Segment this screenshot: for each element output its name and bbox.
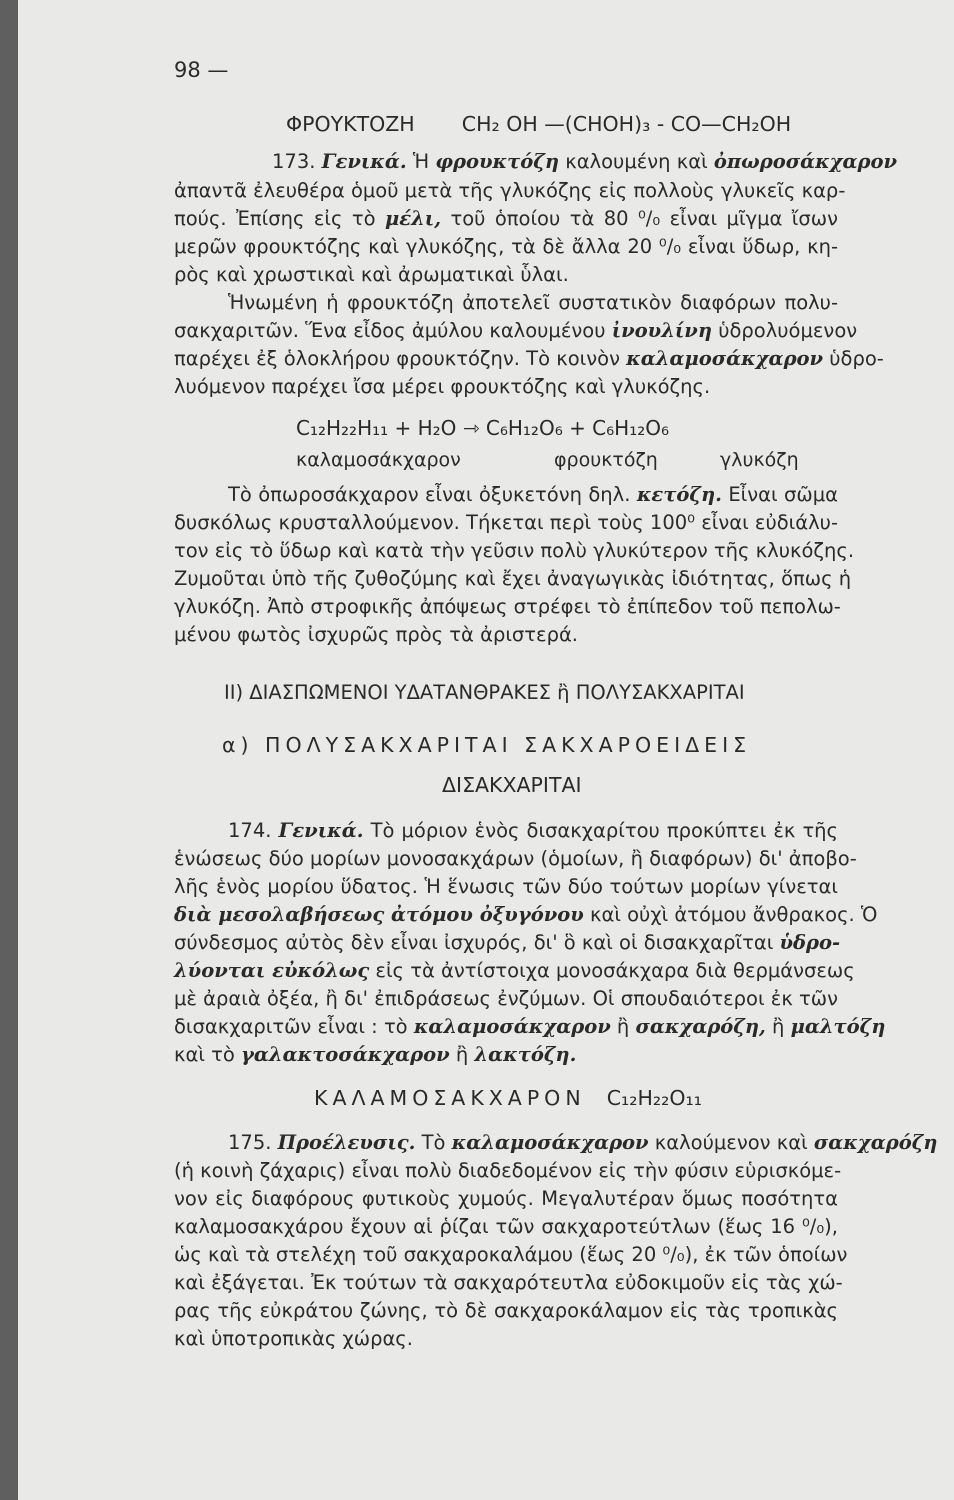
text-line: τον εἰς τὸ ὕδωρ καὶ κατὰ τὴν γεῦσιν πολὺ γλυκύτερον τῆς κλυκόζης. xyxy=(174,539,855,562)
italic-term: λύονται εὐκόλως xyxy=(174,959,370,982)
heading-formula: CH₂ OH —(CHOH)₃ - CO—CH₂OH xyxy=(461,112,792,136)
text-line: 174. Γενικά. Τὸ μόριον ἑνὸς δισακχαρίτου προκύπτει ἐκ τῆς xyxy=(228,819,838,842)
text-line: διὰ μεσολαβήσεως ἀτόμου ὀξυγόνου καὶ οὐχὶ ἀτόμου ἄνθρακος. Ὁ xyxy=(174,903,878,926)
italic-term: ὀπωροσάκχαρον xyxy=(713,150,898,173)
text-line: ρας τῆς εὐκράτου ζώνης, τὸ δὲ σακχαροκάλαμον εἰς τὰς τροπικὰς xyxy=(174,1299,838,1322)
label-sucrose: καλαμοσάκχαρον xyxy=(296,449,461,471)
text-line: σύνδεσμος αὐτὸς δὲν εἶναι ἰσχυρός, δι' ὃ καὶ οἱ δισακχαρῖται ὑδρο- xyxy=(174,931,841,954)
fructose-heading xyxy=(286,112,791,137)
italic-term: διὰ μεσολαβήσεως ἀτόμου ὀξυγόνου xyxy=(174,903,584,926)
text-line: καὶ ὑποτροπικὰς χώρας. xyxy=(174,1327,413,1350)
italic-term: γαλακτοσάκχαρον xyxy=(241,1043,450,1066)
text-line: Τὸ ὀπωροσάκχαρον εἶναι ὀξυκετόνη δηλ. κετόζη. Εἶναι σῶμα xyxy=(228,483,838,506)
text-line: ἀπαντᾶ ἐλευθέρα ὁμοῦ μετὰ τῆς γλυκόζης εἰς πολλοὺς γλυκεῖς καρ- xyxy=(174,179,846,202)
page-number: 98 — xyxy=(174,58,229,82)
label-glucose: γλυκόζη xyxy=(720,449,799,471)
text-line: καὶ τὸ γαλακτοσάκχαρον ἢ λακτόζη. xyxy=(174,1043,577,1066)
italic-term: καλαμοσάκχαρον xyxy=(626,347,824,370)
text-line: Ἡνωμένη ἡ φρουκτόζη ἀποτελεῖ συστατικὸν διαφόρων πολυ- xyxy=(228,291,838,314)
equation-formula: C₁₂H₂₂H₁₁ + H₂O ⇾ C₆H₁₂O₆ + C₆H₁₂O₆ xyxy=(296,416,669,440)
text-line: 173. Γενικά. Ἡ φρουκτόζη καλουμένη καὶ ὀπωροσάκχαρον xyxy=(272,150,898,173)
sucrose-heading xyxy=(314,1086,702,1111)
text-line: μερῶν φρουκτόζης καὶ γλυκόζης, τὰ δὲ ἄλλα 20 ⁰/₀ εἶναι ὕδωρ, κη- xyxy=(174,235,838,258)
text-line: γλυκόζη. Ἀπὸ στροφικῆς ἀπόψεως στρέφει τὸ ἐπίπεδον τοῦ πεπολω- xyxy=(174,595,841,618)
text-line: λυόμενον παρέχει ἴσα μέρει φρουκτόζης καὶ γλυκόζης. xyxy=(174,375,711,398)
italic-term: φρουκτόζη xyxy=(435,150,560,173)
italic-term: Γενικά. xyxy=(278,819,364,842)
italic-term: καλαμοσάκχαρον xyxy=(413,1015,611,1038)
text-line: ὡς καὶ τὰ στελέχη τοῦ σακχαροκαλάμου (ἕως 20 ⁰/₀), ἐκ τῶν ὁποίων xyxy=(174,1243,848,1266)
section-title: ΙΙ) ΔΙΑΣΠΩΜΕΝΟΙ ΥΔΑΤΑΝΘΡΑΚΕΣ ἢ ΠΟΛΥΣΑΚΧΑΡΙΤΑΙ xyxy=(224,681,745,704)
italic-term: σακχαρόζη, xyxy=(635,1015,766,1038)
text-line: δισακχαριτῶν εἶναι : τὸ καλαμοσάκχαρον ἢ σακχαρόζη, ἢ μαλτόζη xyxy=(174,1015,886,1038)
text-line: νον εἰς διαφόρους φυτικοὺς χυμούς. Μεγαλυτέραν ὅμως ποσότητα xyxy=(174,1187,838,1210)
italic-term: κετόζη. xyxy=(636,483,722,506)
italic-term: Προέλευσις. xyxy=(277,1131,416,1154)
italic-term: μαλτόζη xyxy=(790,1015,886,1038)
text-line: καὶ ἐξάγεται. Ἐκ τούτων τὰ σακχαρότευτλα εὐδοκιμοῦν εἰς τὰς χώ- xyxy=(174,1271,843,1294)
text-line: δυσκόλως κρυσταλλούμενον. Τήκεται περὶ τοὺς 100⁰ εἶναι εὐδιάλυ- xyxy=(174,511,838,534)
italic-term: καλαμοσάκχαρον xyxy=(451,1131,649,1154)
subsection-title: α) ΠΟΛΥΣΑΚΧΑΡΙΤΑΙ ΣΑΚΧΑΡΟΕΙΔΕΙΣ xyxy=(222,733,752,757)
text-line: σακχαριτῶν. Ἕνα εἶδος ἀμύλου καλουμένου ἰνουλίνη ὑδρολυόμενον xyxy=(174,319,858,342)
heading-name: ΚΑΛΑΜΟΣΑΚΧΑΡΟΝ xyxy=(314,1086,586,1110)
disaccharides-title: ΔΙΣΑΚΧΑΡΙΤΑΙ xyxy=(442,773,582,797)
text-line: καλαμοσακχάρου ἔχουν αἱ ῥίζαι τῶν σακχαροτεύτλων (ἕως 16 ⁰/₀), xyxy=(174,1215,838,1238)
heading-formula: C₁₂H₂₂O₁₁ xyxy=(606,1086,702,1110)
text-line: ἑνώσεως δύο μορίων μονοσακχάρων (ὁμοίων, ἢ διαφόρων) δι' ἀποβο- xyxy=(174,847,857,870)
italic-term: ὑδρο- xyxy=(779,931,841,954)
text-line: 175. Προέλευσις. Τὸ καλαμοσάκχαρον καλούμενον καὶ σακχαρόζη xyxy=(228,1131,938,1154)
text-line: λύονται εὐκόλως εἰς τὰ ἀντίστοιχα μονοσάκχαρα διὰ θερμάνσεως xyxy=(174,959,855,982)
italic-term: Γενικά. xyxy=(321,150,407,173)
italic-term: σακχαρόζη xyxy=(813,1131,938,1154)
text-line: Ζυμοῦται ὑπὸ τῆς ζυθοζύμης καὶ ἔχει ἀναγωγικὰς ἰδιότητας, ὅπως ἡ xyxy=(174,567,852,590)
italic-term: ἰνουλίνη xyxy=(611,319,713,342)
text-line: μένου φωτὸς ἰσχυρῶς πρὸς τὰ ἀριστερά. xyxy=(174,623,578,646)
text-line: μὲ ἀραιὰ ὀξέα, ἢ δι' ἐπιδράσεως ἐνζύμων. Οἱ σπουδαιότεροι ἐκ τῶν xyxy=(174,987,838,1010)
text-line: πούς. Ἐπίσης εἰς τὸ μέλι, τοῦ ὁποίου τὰ 80 ⁰/₀ εἶναι μῖγμα ἴσων xyxy=(174,207,838,230)
italic-term: λακτόζη. xyxy=(474,1043,577,1066)
text-line: ρὸς καὶ χρωστικαὶ καὶ ἀρωματικαὶ ὗλαι. xyxy=(174,263,569,286)
italic-term: μέλι, xyxy=(384,207,442,230)
text-line: (ἡ κοινὴ ζάχαρις) εἶναι πολὺ διαδεδομένον εἰς τὴν φύσιν εὑρισκόμε- xyxy=(174,1159,842,1182)
text-line: παρέχει ἐξ ὁλοκλήρου φρουκτόζην. Τὸ κοινὸν καλαμοσάκχαρον ὑδρο- xyxy=(174,347,884,370)
book-page xyxy=(18,0,954,1500)
label-fructose: φρουκτόζη xyxy=(554,449,658,471)
heading-name: ΦΡΟΥΚΤΟΖΗ xyxy=(286,112,415,136)
text-line: λῆς ἑνὸς μορίου ὕδατος. Ἡ ἕνωσις τῶν δύο τούτων μορίων γίνεται xyxy=(174,875,838,898)
